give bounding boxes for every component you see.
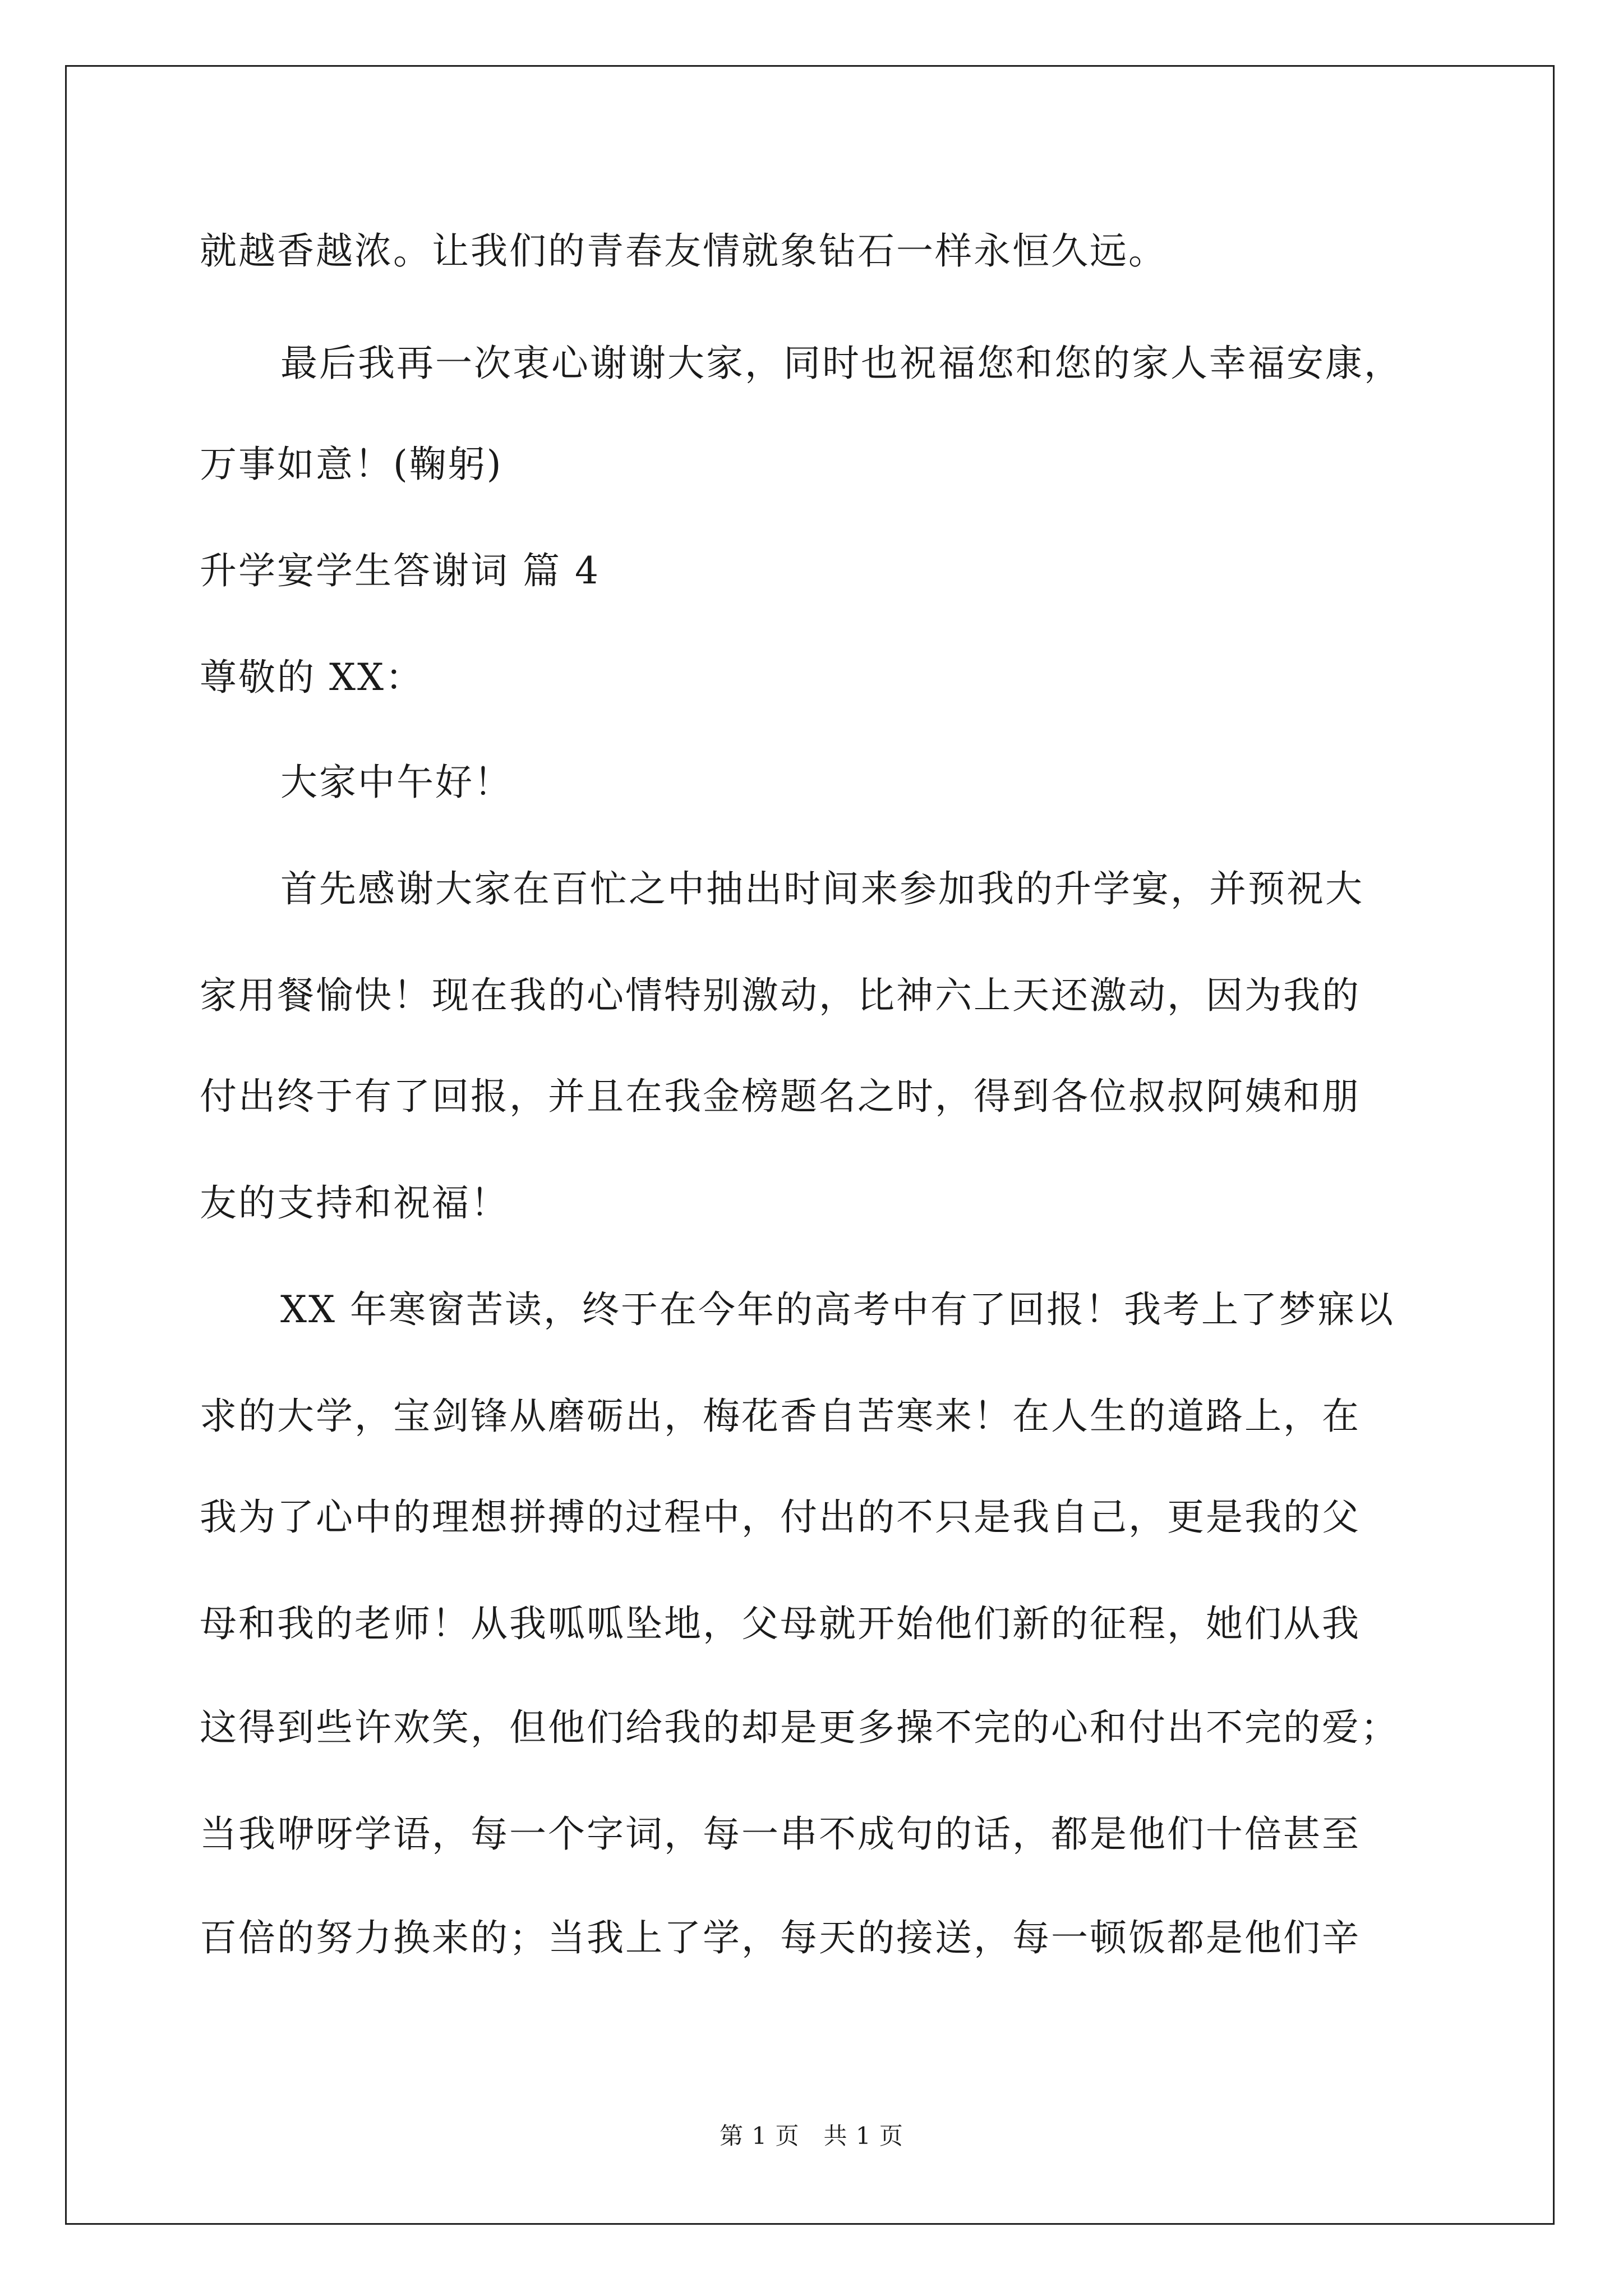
section-heading: 升学宴学生答谢词 篇 4 xyxy=(200,549,600,592)
body-text-line: 这得到些许欢笑，但他们给我的却是更多操不完的心和付出不完的爱； xyxy=(200,1706,1399,1749)
body-text-line: 万事如意！(鞠躬) xyxy=(200,443,503,486)
body-text-line: 就越香越浓。让我们的青春友情就象钻石一样永恒久远。 xyxy=(200,229,1167,273)
body-text-line: 家用餐愉快！现在我的心情特别激动，比神六上天还激动，因为我的 xyxy=(200,974,1361,1017)
salutation: 尊敬的 XX： xyxy=(200,656,424,699)
body-text-line: XX 年寒窗苦读，终于在今年的高考中有了回报！我考上了梦寐以 xyxy=(280,1288,1395,1331)
body-text-line: 付出终于有了回报，并且在我金榜题名之时，得到各位叔叔阿姨和朋 xyxy=(200,1075,1361,1118)
body-text-line: 求的大学，宝剑锋从磨砺出，梅花香自苦寒来！在人生的道路上，在 xyxy=(200,1395,1361,1438)
body-text-line: 友的支持和祝福！ xyxy=(200,1181,509,1225)
greeting: 大家中午好！ xyxy=(280,761,513,804)
body-text-line: 母和我的老师！从我呱呱坠地，父母就开始他们新的征程，她们从我 xyxy=(200,1602,1361,1645)
body-text-line: 百倍的努力换来的；当我上了学，每天的接送，每一顿饭都是他们辛 xyxy=(200,1916,1361,1959)
body-text-line: 最后我再一次衷心谢谢大家，同时也祝福您和您的家人幸福安康， xyxy=(280,342,1403,385)
body-text-line: 当我咿呀学语，每一个字词，每一串不成句的话，都是他们十倍甚至 xyxy=(200,1812,1361,1856)
body-text-line: 首先感谢大家在百忙之中抽出时间来参加我的升学宴，并预祝大 xyxy=(280,867,1364,910)
body-text-line: 我为了心中的理想拼搏的过程中，付出的不只是我自己，更是我的父 xyxy=(200,1496,1361,1539)
page-footer: 第 1 页 共 1 页 xyxy=(720,2122,903,2150)
page-border xyxy=(65,65,1555,2225)
